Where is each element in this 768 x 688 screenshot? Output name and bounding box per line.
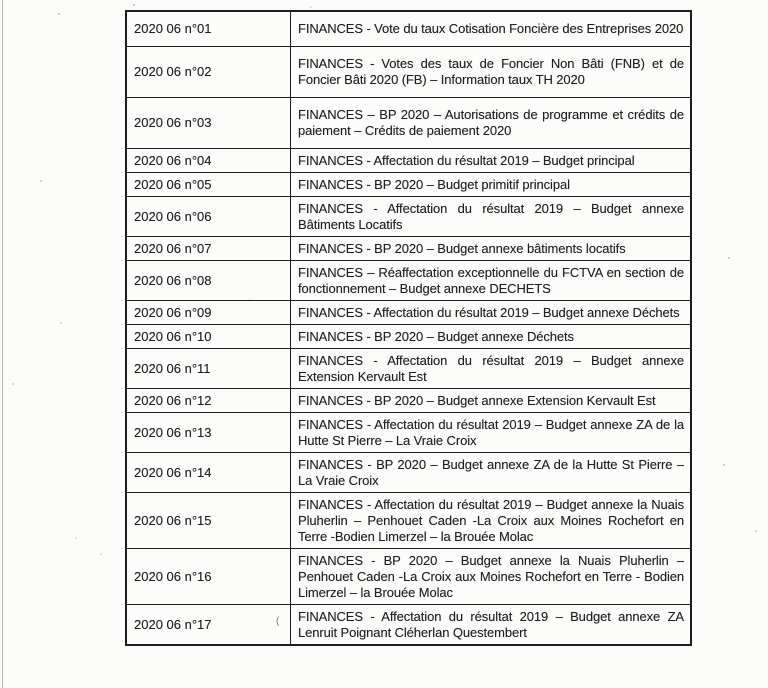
scan-edge-line bbox=[2, 0, 3, 688]
table-row bbox=[126, 237, 691, 261]
deliberation-title: FINANCES - Affectation du résultat 2019 – Budget annexe ZA Lenruit Poignant Cléherlan Questembert bbox=[291, 605, 692, 646]
scan-speck bbox=[723, 464, 725, 466]
scan-speck bbox=[60, 322, 62, 324]
deliberation-title: FINANCES - Vote du taux Cotisation Foncière des Entreprises 2020 bbox=[291, 11, 692, 47]
scan-speck bbox=[58, 13, 60, 15]
deliberations-table bbox=[125, 10, 692, 646]
table-row bbox=[126, 301, 691, 325]
deliberation-ref: 2020 06 n°06 bbox=[126, 197, 291, 237]
table-row bbox=[126, 197, 691, 237]
deliberation-title: FINANCES – Réaffectation exceptionnelle du FCTVA en section de fonctionnement – Budget annexe DECHETS bbox=[291, 261, 692, 301]
scan-speck bbox=[310, 6, 312, 8]
deliberation-title: FINANCES - BP 2020 – Budget annexe Déchets bbox=[291, 325, 692, 349]
table-row bbox=[126, 389, 691, 413]
deliberation-ref: 2020 06 n°01 bbox=[126, 11, 291, 47]
scan-speck bbox=[728, 257, 730, 259]
deliberation-title: FINANCES – BP 2020 – Autorisations de programme et crédits de paiement – Crédits de paiement 2020 bbox=[291, 98, 692, 149]
deliberation-ref: 2020 06 n°10 bbox=[126, 325, 291, 349]
table-row bbox=[126, 149, 691, 173]
deliberation-title: FINANCES - Affectation du résultat 2019 – Budget annexe Bâtiments Locatifs bbox=[291, 197, 692, 237]
deliberation-title: FINANCES - BP 2020 – Budget primitif principal bbox=[291, 173, 692, 197]
table-row bbox=[126, 325, 691, 349]
deliberation-ref: 2020 06 n°16 bbox=[126, 549, 291, 605]
scan-speck bbox=[100, 553, 102, 555]
scan-speck bbox=[40, 180, 42, 182]
deliberation-title: FINANCES - Votes des taux de Foncier Non Bâti (FNB) et de Foncier Bâti 2020 (FB) – Information taux TH 2020 bbox=[291, 47, 692, 98]
deliberation-title: FINANCES - Affectation du résultat 2019 – Budget annexe la Nuais Pluherlin – Penhouet Caden -La Croix aux Moines Rochefort en Terre -Bodien Limerzel – la Brouée Molac bbox=[291, 493, 692, 549]
deliberation-ref: 2020 06 n°09 bbox=[126, 301, 291, 325]
table-row bbox=[126, 413, 691, 453]
deliberation-title: FINANCES - Affectation du résultat 2019 – Budget annexe Déchets bbox=[291, 301, 692, 325]
table-row bbox=[126, 605, 691, 646]
deliberation-ref: 2020 06 n°11 bbox=[126, 349, 291, 389]
deliberation-ref: 2020 06 n°08 bbox=[126, 261, 291, 301]
deliberation-ref: 2020 06 n°17 bbox=[126, 605, 291, 646]
deliberation-title: FINANCES - BP 2020 – Budget annexe Extension Kervault Est bbox=[291, 389, 692, 413]
deliberation-ref: 2020 06 n°03 bbox=[126, 98, 291, 149]
deliberation-title: FINANCES - BP 2020 – Budget annexe la Nuais Pluherlin – Penhouet Caden -La Croix aux Moines Rochefort en Terre - Bodien Limerzel – la Brouée Molac bbox=[291, 549, 692, 605]
deliberation-ref: 2020 06 n°15 bbox=[126, 493, 291, 549]
deliberation-ref: 2020 06 n°12 bbox=[126, 389, 291, 413]
scan-speck bbox=[755, 530, 757, 532]
table-row bbox=[126, 173, 691, 197]
table-row bbox=[126, 261, 691, 301]
deliberation-ref: 2020 06 n°14 bbox=[126, 453, 291, 493]
table-row bbox=[126, 549, 691, 605]
scan-speck bbox=[133, 4, 135, 6]
deliberation-ref: 2020 06 n°02 bbox=[126, 47, 291, 98]
scan-paren-artifact: ( bbox=[276, 616, 280, 627]
table-row bbox=[126, 98, 691, 149]
deliberation-title: FINANCES - BP 2020 – Budget annexe bâtiments locatifs bbox=[291, 237, 692, 261]
deliberation-ref: 2020 06 n°13 bbox=[126, 413, 291, 453]
deliberation-title: FINANCES - BP 2020 – Budget annexe ZA de la Hutte St Pierre – La Vraie Croix bbox=[291, 453, 692, 493]
deliberation-title: FINANCES - Affectation du résultat 2019 – Budget principal bbox=[291, 149, 692, 173]
deliberation-ref: 2020 06 n°07 bbox=[126, 237, 291, 261]
deliberation-title: FINANCES - Affectation du résultat 2019 – Budget annexe ZA de la Hutte St Pierre – La Vraie Croix bbox=[291, 413, 692, 453]
deliberations-table-body bbox=[126, 11, 691, 645]
table-row bbox=[126, 349, 691, 389]
deliberation-ref: 2020 06 n°04 bbox=[126, 149, 291, 173]
scan-speck bbox=[75, 537, 77, 539]
table-row bbox=[126, 47, 691, 98]
deliberation-title: FINANCES - Affectation du résultat 2019 – Budget annexe Extension Kervault Est bbox=[291, 349, 692, 389]
scan-speck bbox=[12, 383, 14, 385]
table-row bbox=[126, 493, 691, 549]
table-row bbox=[126, 11, 691, 47]
table-row bbox=[126, 453, 691, 493]
deliberation-ref: 2020 06 n°05 bbox=[126, 173, 291, 197]
